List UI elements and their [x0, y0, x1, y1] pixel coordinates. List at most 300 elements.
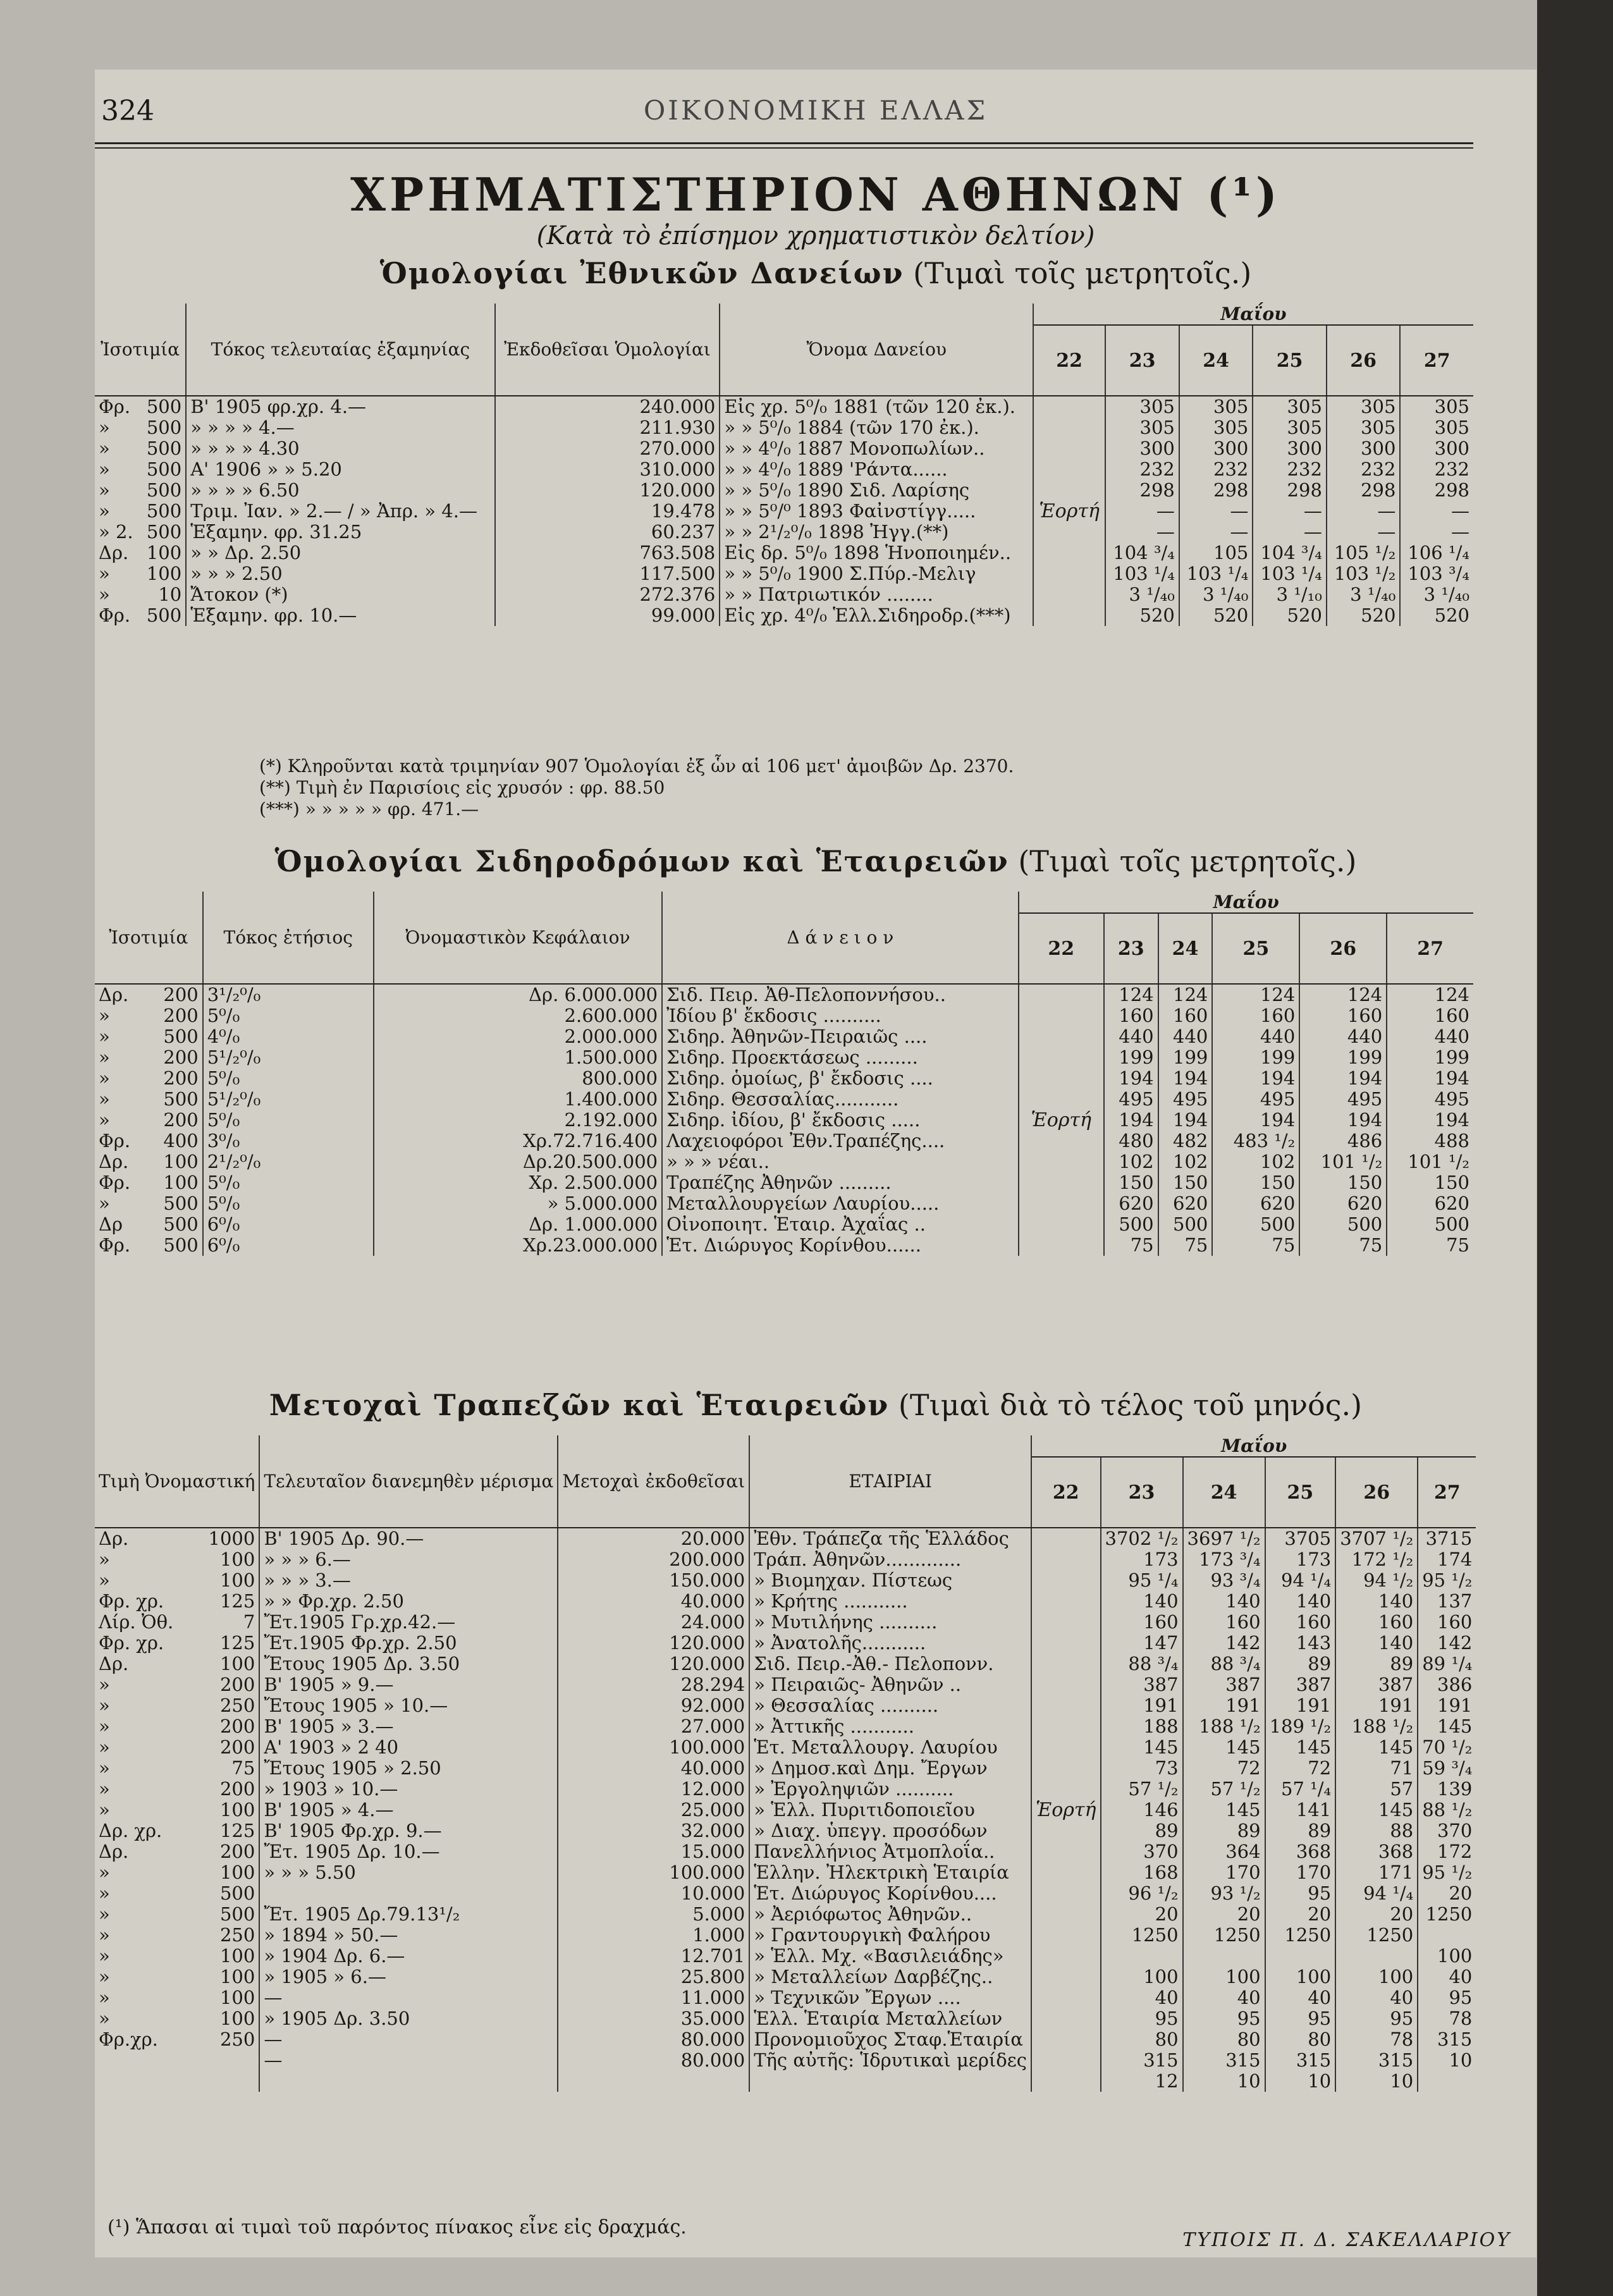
note: (***) » » » » » φρ. 471.— [259, 799, 479, 820]
table-cell: 370 [1101, 1841, 1183, 1862]
table-cell: » » » 2.50 [186, 563, 494, 584]
table-cell: Οἰνοποιητ. Ἑταιρ. Ἀχαΐας .. [662, 1214, 1018, 1235]
table-cell: 40 [1101, 1987, 1183, 2008]
table-cell: 103 ¹/₂ [1327, 563, 1401, 584]
table-cell: 495 [1104, 1089, 1158, 1110]
table-cell: 10 [1265, 2071, 1336, 2092]
table-cell: 315 [1183, 2050, 1265, 2071]
table-cell: 100 [193, 1862, 259, 1883]
day-header: 26 [1335, 1457, 1418, 1528]
table-cell: » Διαχ. ὑπεγγ. προσόδων [749, 1820, 1031, 1841]
table-cell: 124 [1104, 984, 1158, 1005]
section1-title: Ὁμολογίαι Ἐθνικῶν Δανείων [379, 256, 904, 290]
table-cell: 137 [1437, 1590, 1473, 1612]
table-cell: — [259, 1987, 558, 2008]
running-title: ΟΙΚΟΝΟΜΙΚΗ ΕΛΛΑΣ [643, 95, 988, 126]
table-row [95, 1110, 1473, 1131]
header-rule [95, 142, 1473, 144]
table-cell: Β' 1905 » 9.— [259, 1674, 558, 1695]
table-cell: 100 [193, 1946, 259, 1967]
table-cell: — [1253, 522, 1327, 543]
table-cell: » [99, 1987, 110, 2008]
table-cell: 105 ¹/₂ [1327, 543, 1401, 563]
table-cell: Φρ. [99, 396, 131, 417]
table-cell: » » 4⁰/₀ 1887 Μονοπωλίων.. [720, 438, 1033, 459]
day-header: 22 [1019, 913, 1104, 984]
table-cell: Β' 1905 Φρ.χρ. 9.— [259, 1820, 558, 1841]
table-cell: — [1105, 522, 1179, 543]
table-cell: 94 ¹/₄ [1265, 1570, 1336, 1591]
table-cell: » » 5⁰/⁰ 1893 Φαἰνστίγγ..... [720, 501, 1033, 522]
table-cell: 160 [1434, 1005, 1469, 1026]
table-cell: » [99, 584, 110, 605]
table-cell: 1250 [1265, 1925, 1336, 1946]
table-cell: Δρ. 6.000.000 [374, 984, 662, 1005]
table-row [95, 1841, 1476, 1862]
table-cell: 170 [1265, 1862, 1336, 1883]
table-cell: 11.000 [558, 1987, 749, 2008]
table-row [95, 2071, 1476, 2092]
table-cell: » 1894 » 50.— [259, 1925, 558, 1946]
table-cell: » [99, 1903, 110, 1925]
table-cell: Α' 1903 » 2 40 [259, 1737, 558, 1758]
table-cell: Ἐθν. Τράπεζα τῆς Ἑλλάδος [749, 1528, 1031, 1549]
table-cell: 93 ¹/₂ [1183, 1883, 1265, 1904]
note: (*) Κληροῦνται κατὰ τριμηνίαν 907 Ὁμολογίαι ἐξ ὧν αἱ 106 μετ' ἀμοιβῶν Δρ. 2370. [259, 756, 1014, 777]
running-header [95, 95, 1536, 133]
table-row [95, 2008, 1476, 2029]
table-cell: 480 [1104, 1131, 1158, 1151]
table-cell: 125 [193, 1591, 259, 1612]
table-cell: 80.000 [558, 2029, 749, 2050]
table-row [95, 522, 1473, 543]
table-cell: 250 [193, 1695, 259, 1716]
table-cell: 102 [1158, 1151, 1213, 1172]
table-cell: 500 [1212, 1214, 1299, 1235]
table-cell: » [99, 1026, 110, 1047]
table-cell: 194 [1434, 1109, 1469, 1131]
table-cell: » 1903 » 10.— [259, 1779, 558, 1800]
table-cell: Σιδ. Πειρ. Ἀθ-Πελοποννήσου.. [662, 984, 1018, 1005]
table-cell: 194 [1158, 1068, 1213, 1089]
table-cell: » [99, 1882, 110, 1904]
table-cell: 20 [1101, 1904, 1183, 1925]
table-cell: 800.000 [374, 1068, 662, 1089]
table-cell: 500 [146, 1026, 203, 1047]
table-row [95, 1549, 1476, 1570]
table-cell: 173 [1265, 1549, 1336, 1570]
table-cell: 2.600.000 [374, 1005, 662, 1026]
table-cell: 486 [1299, 1131, 1387, 1151]
table-cell: 495 [1299, 1089, 1387, 1110]
table-cell: » 1904 Δρ. 6.— [259, 1946, 558, 1967]
table-cell: » » » 3.— [259, 1570, 558, 1591]
table-row [95, 417, 1473, 438]
table-cell: Ἑξαμην. φρ. 31.25 [186, 522, 494, 543]
table-row [95, 1633, 1476, 1654]
table-row [95, 1235, 1473, 1256]
table-cell: 500 [140, 501, 186, 522]
table-cell: 145 [1183, 1737, 1265, 1758]
table-cell: 95 [1183, 2008, 1265, 2029]
table-cell: 89 [1265, 1654, 1336, 1674]
table-cell: 3697 ¹/₂ [1183, 1528, 1265, 1549]
table-cell: 27.000 [558, 1716, 749, 1737]
table-cell: 57 ¹/₂ [1183, 1779, 1265, 1800]
table-cell: 270.000 [495, 438, 720, 459]
section1-table [95, 304, 1473, 626]
table-cell: Εἰς χρ. 5⁰/₀ 1881 (τῶν 120 ἐκ.). [720, 396, 1033, 417]
table-cell: 298 [1253, 480, 1327, 501]
table-cell: 300 [1327, 438, 1401, 459]
table-cell: 368 [1335, 1841, 1418, 1862]
table-cell: 305 [1434, 417, 1469, 438]
table-cell: 100.000 [558, 1737, 749, 1758]
col-header: Τιμὴ Ὀνομαστική [95, 1435, 259, 1528]
table-cell: 95 [1335, 2008, 1418, 2029]
table-cell: 117.500 [495, 563, 720, 584]
table-row [95, 396, 1473, 417]
table-row [95, 543, 1473, 563]
day-header: 23 [1104, 913, 1158, 984]
table-cell: 100 [146, 1151, 203, 1172]
table-cell: Φρ. [99, 605, 131, 626]
table-cell: 124 [1158, 984, 1213, 1005]
table-cell: 191 [1335, 1695, 1418, 1716]
page-edge [1537, 0, 1613, 2296]
table-cell: 440 [1104, 1026, 1158, 1047]
col-header: Μετοχαὶ ἐκδοθεῖσαι [558, 1435, 749, 1528]
table-cell: 199 [1158, 1047, 1213, 1068]
table-cell: 120.000 [495, 480, 720, 501]
table-cell: 305 [1327, 396, 1401, 417]
table-cell: 12 [1101, 2071, 1183, 2092]
table-cell: 89 [1101, 1820, 1183, 1841]
table-cell: 488 [1434, 1130, 1469, 1151]
table-row [95, 1151, 1473, 1172]
table-cell: » 5.000.000 [374, 1193, 662, 1214]
table-cell: 78 [1449, 2008, 1473, 2029]
table-row [95, 984, 1473, 1005]
table-cell: » [99, 417, 110, 438]
table-cell: 75 [1212, 1235, 1299, 1256]
table-cell: Β' 1905 » 4.— [259, 1800, 558, 1820]
table-cell: 141 [1265, 1800, 1336, 1820]
holiday-label: Ἑορτή [1019, 984, 1104, 1256]
table-cell: 440 [1158, 1026, 1213, 1047]
table-cell: » [99, 1695, 110, 1716]
table-cell: 194 [1434, 1067, 1469, 1089]
table-cell: » [99, 2008, 110, 2029]
table-cell: Δρ.20.500.000 [374, 1151, 662, 1172]
table-cell: 102 [1212, 1151, 1299, 1172]
table-cell: 40 [1183, 1987, 1265, 2008]
table-cell: 88 ³/₄ [1183, 1654, 1265, 1674]
table-cell: 94 ¹/₂ [1335, 1570, 1418, 1591]
table-cell: 232 [1327, 459, 1401, 480]
table-cell: 25.000 [558, 1800, 749, 1820]
table-cell: 500 [140, 438, 186, 459]
table-cell: Τριμ. Ἰαν. » 2.— / » Ἀπρ. » 4.— [186, 501, 494, 522]
table-cell: 188 ¹/₂ [1183, 1716, 1265, 1737]
table-cell: — [1451, 521, 1469, 543]
table-cell [1265, 1946, 1336, 1967]
table-row [95, 1068, 1473, 1089]
col-header: Τόκος ἐτήσιος [203, 892, 374, 984]
table-cell: 125 [193, 1820, 259, 1841]
table-cell: » Ἑλλ. Μχ. «Βασιλειάδης» [749, 1946, 1031, 1967]
table-cell: 620 [1434, 1193, 1469, 1214]
table-cell: 70 ¹/₂ [1422, 1736, 1473, 1758]
table-cell: 200 [146, 1047, 203, 1068]
table-cell: Σιδηρ. Ἀθηνῶν-Πειραιῶς .... [662, 1026, 1018, 1047]
table-cell: 160 [1104, 1005, 1158, 1026]
table-cell: 40 [1335, 1987, 1418, 2008]
table-cell: 100 [193, 1967, 259, 1987]
table-cell: 232 [1179, 459, 1253, 480]
table-cell: 140 [1335, 1633, 1418, 1654]
table-cell: 495 [1158, 1089, 1213, 1110]
table-cell: 124 [1299, 984, 1387, 1005]
header-rule-thin [95, 147, 1473, 149]
month-header: Μαΐου [1033, 304, 1473, 325]
month-header: Μαΐου [1019, 892, 1473, 913]
table-cell: Σιδηρ. Προεκτάσεως ......... [662, 1047, 1018, 1068]
table-cell: 1.000 [558, 1925, 749, 1946]
table-cell: Δρ. [99, 1841, 129, 1862]
table-cell: 12.000 [558, 1779, 749, 1800]
page [95, 70, 1536, 2257]
day-header: 22 [1033, 325, 1105, 396]
table-cell: 20 [1265, 1904, 1336, 1925]
day-header: 27 [1400, 325, 1473, 396]
table-cell: 387 [1101, 1674, 1183, 1695]
table-cell: » Μυτιλήνης .......... [749, 1612, 1031, 1633]
table-cell: 1250 [1101, 1925, 1183, 1946]
month-header: Μαΐου [1031, 1435, 1476, 1457]
table-cell: 170 [1183, 1862, 1265, 1883]
table-cell: 500 [146, 1193, 203, 1214]
table-cell: Ἑτ. Μεταλλουργ. Λαυρίου [749, 1737, 1031, 1758]
table-cell: » [99, 1716, 110, 1737]
section2-title: Ὁμολογίαι Σιδηροδρόμων καὶ Ἑταιρειῶν [274, 844, 1009, 878]
table-row [95, 1987, 1476, 2008]
table-row [95, 1862, 1476, 1883]
table-row [95, 501, 1473, 522]
table-cell: » [99, 1549, 110, 1570]
table-cell: » » Δρ. 2.50 [186, 543, 494, 563]
table-cell: 763.508 [495, 543, 720, 563]
table-cell: Ἑτ. Διώρυγος Κορίνθου...... [662, 1235, 1018, 1256]
table-cell: 315 [1335, 2050, 1418, 2071]
note: (**) Τιμὴ ἐν Παρισίοις εἰς χρυσόν : φρ. 88.50 [259, 777, 665, 798]
table-cell: 150 [1158, 1172, 1213, 1193]
table-cell: 103 ¹/₄ [1179, 563, 1253, 584]
table-cell: » [99, 438, 110, 459]
table-cell: — [1327, 501, 1401, 522]
table-cell: 211.930 [495, 417, 720, 438]
table-cell: 20 [1335, 1904, 1418, 1925]
table-cell: 387 [1183, 1674, 1265, 1695]
table-cell: 95 [1449, 1987, 1473, 2008]
table-cell: 370 [1437, 1820, 1473, 1841]
table-cell: 495 [1434, 1088, 1469, 1110]
table-cell: » Τεχνικῶν Ἔργων .... [749, 1987, 1031, 2008]
table-cell: 140 [1265, 1591, 1336, 1612]
table-cell: 191 [1183, 1695, 1265, 1716]
table-cell: 103 ¹/₄ [1253, 563, 1327, 584]
table-cell: 10 [1335, 2071, 1418, 2092]
table-cell: 120.000 [558, 1654, 749, 1674]
col-header: Τελευταῖον διανεμηθὲν μέρισμα [259, 1435, 558, 1528]
table-cell: 100 [193, 1987, 259, 2008]
table-cell: Ἔτ.1905 Φρ.χρ. 2.50 [259, 1633, 558, 1654]
col-header: Τόκος τελευταίας ἑξαμηνίας [186, 304, 494, 396]
table-row [95, 584, 1473, 605]
table-cell: Φρ. [99, 1172, 131, 1193]
table-cell: 80 [1101, 2029, 1183, 2050]
table-cell: 3707 ¹/₂ [1335, 1528, 1418, 1549]
table-cell: 500 [1434, 1213, 1469, 1235]
table-cell: » » 5⁰/₀ 1900 Σ.Πύρ.-Μελιγ [720, 563, 1033, 584]
table-cell: 140 [1101, 1591, 1183, 1612]
table-cell: » Ἀνατολῆς........... [749, 1633, 1031, 1654]
table-cell: » [99, 1736, 110, 1758]
table-cell: 174 [1437, 1549, 1473, 1570]
section2-table [95, 892, 1473, 1256]
table-cell: 145 [1183, 1800, 1265, 1820]
table-row [95, 1674, 1476, 1695]
table-cell: 89 [1265, 1820, 1336, 1841]
table-cell: 160 [1265, 1612, 1336, 1633]
table-row [95, 1758, 1476, 1779]
section1-rows [95, 396, 1473, 626]
table-cell: 520 [1434, 605, 1469, 626]
table-cell: 500 [140, 522, 186, 543]
table-row [95, 1005, 1473, 1026]
table-cell: » [99, 1799, 110, 1820]
table-cell: 32.000 [558, 1820, 749, 1841]
table-cell: 520 [1253, 605, 1327, 626]
table-cell: » Πειραιῶς- Ἀθηνῶν .. [749, 1674, 1031, 1695]
table-cell: 3 ¹/₄₀ [1327, 584, 1401, 605]
section2-subtitle: (Τιμαὶ τοῖς μετρητοῖς.) [1018, 844, 1357, 878]
table-cell [193, 2050, 259, 2071]
table-row [95, 1800, 1476, 1820]
table-cell: 145 [1335, 1800, 1418, 1820]
table-cell: Εἰς χρ. 4⁰/₀ Ἑλλ.Σιδηροδρ.(***) [720, 605, 1033, 626]
table-cell: 1.500.000 [374, 1047, 662, 1068]
table-row [95, 1089, 1473, 1110]
table-cell: 28.294 [558, 1674, 749, 1695]
table-cell: » Δημοσ.καὶ Δημ. Ἔργων [749, 1758, 1031, 1779]
table-cell: 500 [193, 1904, 259, 1925]
table-cell [1183, 1946, 1265, 1967]
table-cell: 500 [140, 417, 186, 438]
table-cell: 3⁰/₀ [203, 1131, 374, 1151]
table-cell: Δρ. 1.000.000 [374, 1214, 662, 1235]
table-cell: » » 5⁰/₀ 1884 (τῶν 170 ἐκ.). [720, 417, 1033, 438]
table-cell: 5⁰/₀ [203, 1193, 374, 1214]
day-header: 23 [1105, 325, 1179, 396]
table-cell [259, 1883, 558, 1904]
table-cell: Ἔτ.1905 Γρ.χρ.42.— [259, 1612, 558, 1633]
table-cell: 305 [1253, 417, 1327, 438]
table-cell: 89 [1183, 1820, 1265, 1841]
table-cell: 102 [1104, 1151, 1158, 1172]
table-cell: 5.000 [558, 1904, 749, 1925]
table-cell: 100 [140, 543, 186, 563]
table-cell: 89 [1335, 1654, 1418, 1674]
table-cell: 5¹/₂⁰/₀ [203, 1047, 374, 1068]
table-cell: 200 [146, 1110, 203, 1131]
table-row [95, 438, 1473, 459]
table-row [95, 1779, 1476, 1800]
table-cell: » Βιομηχαν. Πίστεως [749, 1570, 1031, 1591]
table-cell: 12.701 [558, 1946, 749, 1967]
table-cell: Χρ. 2.500.000 [374, 1172, 662, 1193]
table-cell: 25.800 [558, 1967, 749, 1987]
table-cell: Δρ. [99, 1528, 129, 1549]
table-row [95, 1946, 1476, 1967]
table-cell: 199 [1212, 1047, 1299, 1068]
main-title: ΧΡΗΜΑΤΙΣΤΗΡΙΟΝ ΑΘΗΝΩΝ (¹) [350, 168, 1281, 221]
table-cell: 199 [1104, 1047, 1158, 1068]
table-cell: 172 ¹/₂ [1335, 1549, 1418, 1570]
col-header: Ἰσοτιμία [95, 892, 203, 984]
table-cell: 194 [1299, 1110, 1387, 1131]
table-cell: 3715 [1425, 1528, 1473, 1549]
table-cell: 500 [1158, 1214, 1213, 1235]
table-row [95, 1925, 1476, 1946]
table-cell: » » » » 4.— [186, 417, 494, 438]
table-cell: 100 [1437, 1945, 1473, 1967]
day-header: 26 [1327, 325, 1401, 396]
table-cell: Φρ. χρ. [99, 1632, 164, 1654]
table-cell: 200.000 [558, 1549, 749, 1570]
table-cell: 1250 [1425, 1903, 1473, 1925]
section1-heading [95, 256, 1536, 290]
table-cell: Ἔτ. 1905 Δρ. 10.— [259, 1841, 558, 1862]
table-cell: — [1451, 500, 1469, 522]
table-cell: 57 ¹/₂ [1101, 1779, 1183, 1800]
table-cell: 300 [1434, 438, 1469, 459]
col-header: ΕΤΑΙΡΙΑΙ [749, 1435, 1031, 1528]
table-cell: Δρ. [99, 1653, 129, 1674]
table-cell: 160 [1437, 1611, 1473, 1633]
table-cell: 440 [1212, 1026, 1299, 1047]
table-cell: Α' 1906 » » 5.20 [186, 459, 494, 480]
table-cell: 305 [1179, 396, 1253, 417]
day-header: 25 [1265, 1457, 1336, 1528]
table-cell: 80.000 [558, 2050, 749, 2071]
col-header: Ἰσοτιμία [95, 304, 186, 396]
table-cell: » » 5⁰/₀ 1890 Σιδ. Λαρίσης [720, 480, 1033, 501]
table-cell: 305 [1105, 396, 1179, 417]
table-cell: — [1327, 522, 1401, 543]
table-cell: 500 [140, 396, 186, 417]
table-cell: 124 [1434, 984, 1469, 1005]
table-cell: » Ἀττικῆς ........... [749, 1716, 1031, 1737]
table-cell: » [99, 1047, 110, 1068]
table-cell: 94 ¹/₄ [1335, 1883, 1418, 1904]
table-cell: — [1179, 501, 1253, 522]
table-row [95, 1528, 1476, 1549]
table-cell: Λίρ. Ὀθ. [99, 1611, 174, 1633]
table-cell: » » Φρ.χρ. 2.50 [259, 1591, 558, 1612]
table-cell: 73 [1101, 1758, 1183, 1779]
page-number: 324 [101, 95, 154, 127]
